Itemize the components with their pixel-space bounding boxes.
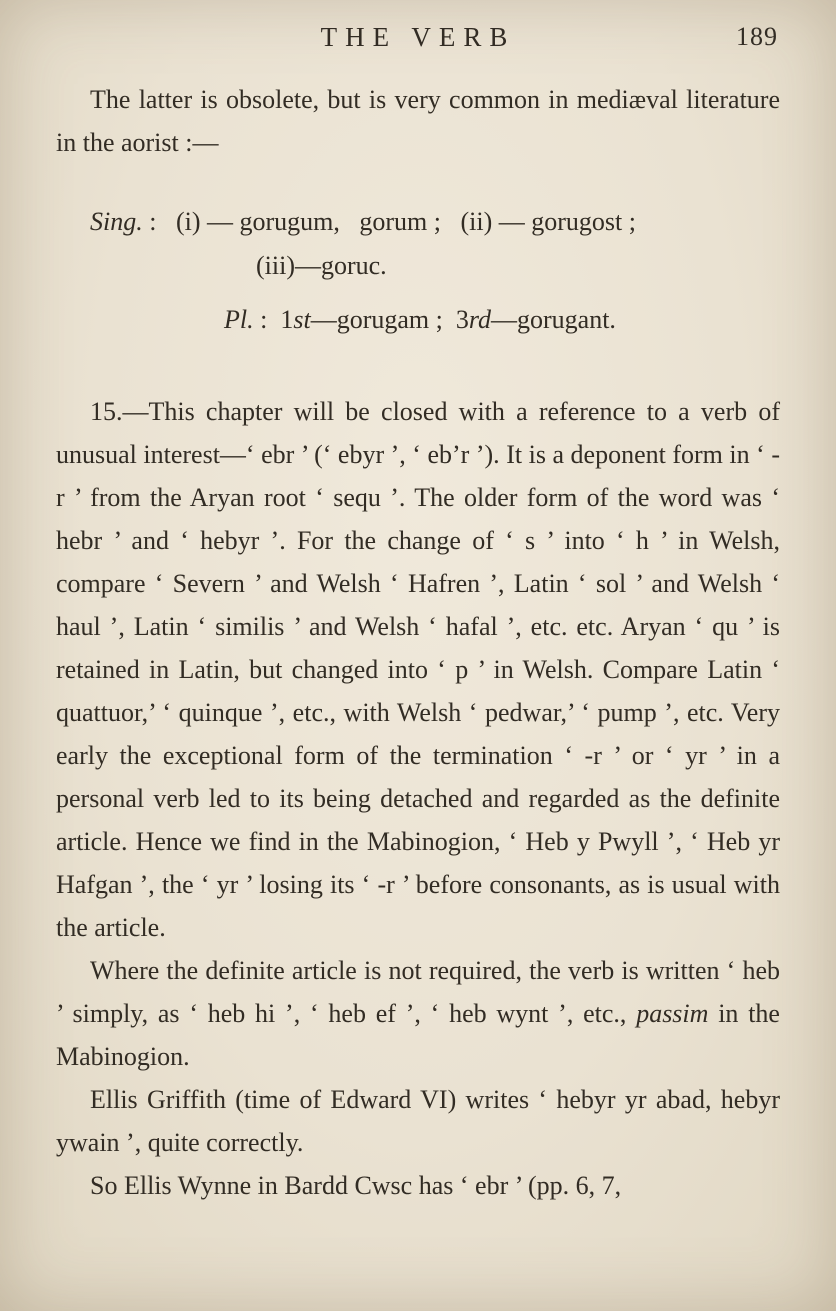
- paradigm-block: [56, 200, 780, 342]
- plural-third-number: 3: [455, 305, 469, 334]
- heb-usage-text-end: in the Mabinogion.: [56, 999, 780, 1071]
- singular-forms: : (i) — gorugum, gorum ; (ii) — gorugost ;: [142, 207, 636, 236]
- page-number: 189: [736, 22, 778, 51]
- paragraph-heb-usage: [56, 949, 780, 1078]
- plural-colon: :: [253, 305, 281, 334]
- verse-line-singular: [56, 200, 780, 244]
- paragraph-intro: The latter is obsolete, but is very common in mediæval literature in the aorist :—: [56, 85, 780, 157]
- running-title: THE VERB: [320, 22, 516, 52]
- paragraph-section-15: 15.—This chapter will be closed with a reference to a verb of unusual interest—‘ ebr ’ (‘ ebyr ’, ‘ eb’r ’). It is a deponent form in ‘ -r ’ from the Aryan root ‘ sequ ’. The older form of the word was ‘ hebr ’ and ‘ hebyr ’. For the change of ‘ s ’ into ‘ h ’ in Welsh, compare ‘ Severn ’ and Welsh ‘ Hafren ’, Latin ‘ sol ’ and Welsh ‘ haul ’, Latin ‘ similis ’ and Welsh ‘ hafal ’, etc. etc. Aryan ‘ qu ’ is retained in Latin, but changed into ‘ p ’ in Welsh. Compare Latin ‘ quattuor,’ ‘ quinque ’, etc., with Welsh ‘ pedwar,’ ‘ pump ’, etc. Very early the exceptional form of the termination ‘ -r ’ or ‘ yr ’ in a personal verb led to its being detached and regarded as the definite article. Hence we find in the Mabinogion, ‘ Heb y Pwyll ’, ‘ Heb yr Hafgan ’, the ‘ yr ’ losing its ‘ -r ’ before consonants, as is usual with the article.: [56, 397, 780, 942]
- plural-label: Pl.: [224, 305, 254, 334]
- plural-first-number: 1: [280, 305, 294, 334]
- heb-usage-text-start: Where the definite article is not required, the verb is written ‘ heb ’ simply, as ‘ heb hi ’, ‘ heb ef ’, ‘ heb wynt ’, etc.,: [56, 956, 780, 1028]
- plural-first-ordinal: st: [293, 305, 311, 334]
- plural-first-form: —gorugam ;: [310, 305, 456, 334]
- singular-label: Sing.: [90, 207, 143, 236]
- page-header: [56, 16, 780, 62]
- paragraph-ellis-wynne: So Ellis Wynne in Bardd Cwsc has ‘ ebr ’ (pp. 6, 7,: [90, 1171, 622, 1200]
- italic-passim: passim: [636, 999, 709, 1028]
- verse-line-plural: [56, 298, 780, 342]
- plural-third-ordinal: rd: [468, 305, 491, 334]
- verse-line-singular-cont: (iii)—goruc.: [256, 251, 387, 280]
- paragraph-ellis-griffith: Ellis Griffith (time of Edward VI) writes ‘ hebyr yr abad, hebyr ywain ’, quite correctly.: [56, 1085, 780, 1157]
- plural-third-form: —gorugant.: [491, 305, 616, 334]
